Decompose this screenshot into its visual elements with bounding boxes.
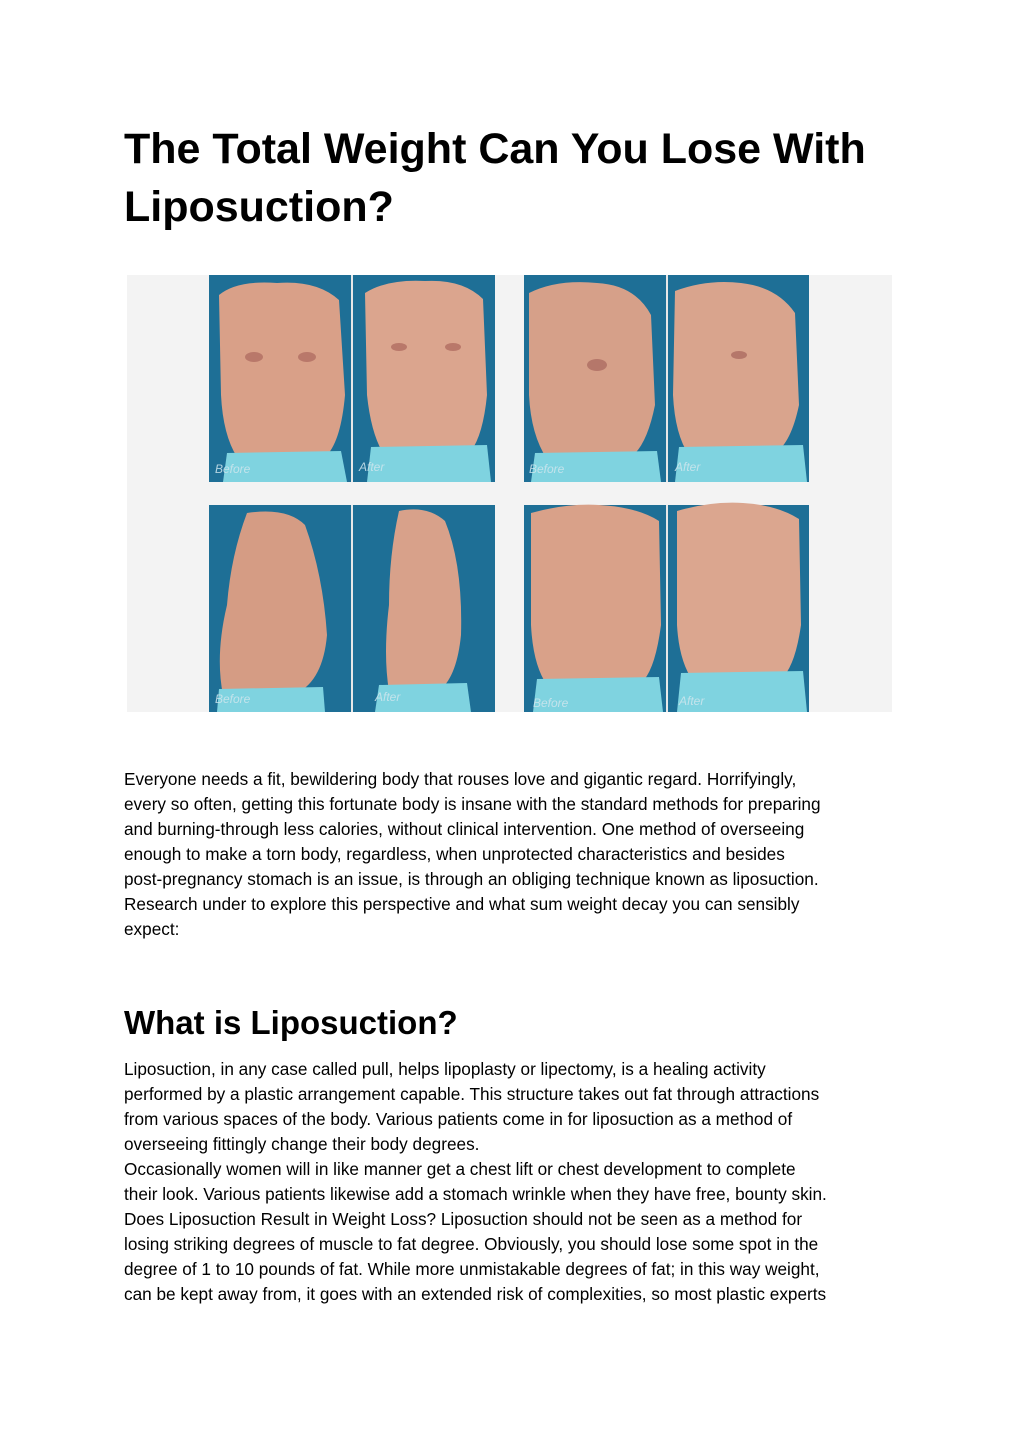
- intro-line: post-pregnancy stomach is an issue, is through an obliging technique known as liposuction.: [124, 869, 819, 889]
- section-line: performed by a plastic arrangement capable. This structure takes out fat through attractions: [124, 1084, 820, 1104]
- section-paragraph: [124, 1057, 914, 1307]
- before-after-photo: [127, 275, 892, 712]
- intro-line: and burning-through less calories, without clinical intervention. One method of overseeing: [124, 819, 805, 839]
- photo-panel-back: [524, 503, 809, 712]
- section-line: Occasionally women will in like manner get a chest lift or chest development to complete: [124, 1159, 796, 1179]
- page-title: [124, 120, 914, 236]
- intro-line: Everyone needs a fit, bewildering body that rouses love and gigantic regard. Horrifyingly,: [124, 769, 797, 789]
- before-label: Before: [533, 696, 569, 710]
- after-label: After: [679, 694, 705, 708]
- section-line: losing striking degrees of muscle to fat degree. Obviously, you should lose some spot in the: [124, 1234, 819, 1254]
- page-title-line-1: The Total Weight Can You Lose With: [124, 125, 866, 173]
- intro-line: expect:: [124, 919, 180, 939]
- page-title-line-2: Liposuction?: [124, 183, 394, 231]
- section-line: Does Liposuction Result in Weight Loss? Liposuction should not be seen as a method for: [124, 1209, 803, 1229]
- section-line: overseeing fittingly change their body degrees.: [124, 1134, 480, 1154]
- after-label: After: [675, 460, 701, 474]
- section-line: degree of 1 to 10 pounds of fat. While more unmistakable degrees of fat; in this way weight,: [124, 1259, 820, 1279]
- intro-line: enough to make a torn body, regardless, when unprotected characteristics and besides: [124, 844, 785, 864]
- photo-panel-front: [209, 275, 495, 482]
- after-label: After: [359, 460, 385, 474]
- before-label: Before: [215, 692, 251, 706]
- section-line: Liposuction, in any case called pull, helps lipoplasty or lipectomy, is a healing activity: [124, 1059, 766, 1079]
- section-line: can be kept away from, it goes with an extended risk of complexities, so most plastic experts: [124, 1284, 827, 1304]
- section-line: their look. Various patients likewise add a stomach wrinkle when they have free, bounty skin.: [124, 1184, 827, 1204]
- intro-line: Research under to explore this perspective and what sum weight decay you can sensibly: [124, 894, 800, 914]
- before-label: Before: [215, 462, 251, 476]
- section-heading: What is Liposuction?: [124, 1004, 458, 1041]
- section-line: from various spaces of the body. Various patients come in for liposuction as a method of: [124, 1109, 793, 1129]
- after-label: After: [375, 690, 401, 704]
- intro-line: every so often, getting this fortunate body is insane with the standard methods for preparing: [124, 794, 821, 814]
- photo-panel-oblique: [524, 275, 809, 482]
- intro-paragraph: [124, 767, 914, 942]
- photo-panel-side: [209, 505, 495, 712]
- before-label: Before: [529, 462, 565, 476]
